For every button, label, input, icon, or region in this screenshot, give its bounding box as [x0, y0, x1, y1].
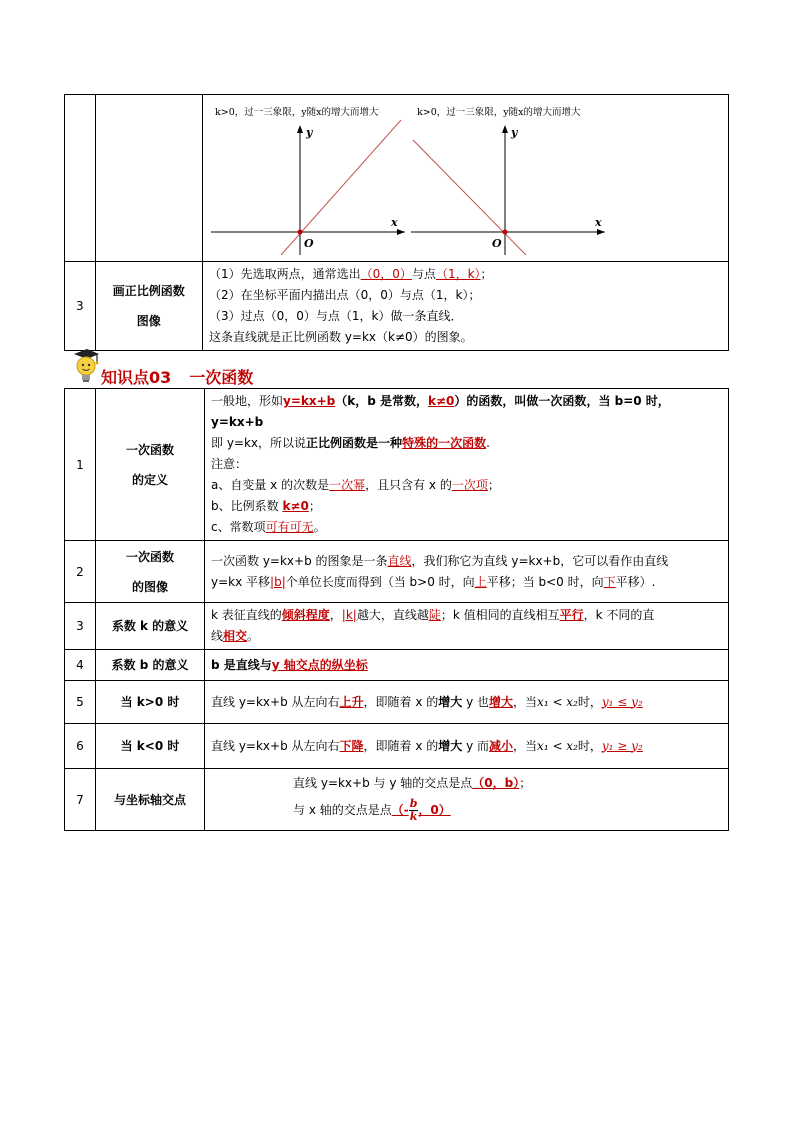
answer-blank: 下: [603, 574, 616, 589]
text: b 是直线与: [211, 657, 272, 672]
left-line-kx: [281, 120, 401, 255]
row-label: [96, 541, 205, 603]
note-b: [211, 496, 722, 517]
k-meaning-line1: [211, 605, 722, 626]
fraction-denominator: k: [409, 810, 418, 823]
note-heading: 注意：: [211, 457, 248, 471]
answer-blank: y 轴交点的纵坐标: [271, 657, 368, 672]
text: c、常数项: [211, 520, 266, 534]
table-row: [65, 262, 729, 351]
text: 一次函数 y=kx+b 的图象是一条: [211, 553, 388, 568]
text: 即 y=kx，所以说: [211, 436, 307, 450]
text: 增大: [438, 738, 463, 753]
row-content: [205, 724, 729, 769]
table-row: [65, 541, 729, 603]
row-label-line2: 的图像: [131, 579, 168, 594]
answer-blank: 一次项: [451, 478, 488, 492]
table-row: [65, 389, 729, 541]
text: b、比例系数: [211, 499, 283, 513]
answer-blank: 倾斜程度: [281, 608, 330, 622]
row-number: 5: [65, 681, 96, 724]
text: 。: [313, 520, 326, 534]
text: 时，: [577, 694, 602, 709]
definition-line1: [211, 391, 722, 433]
linear-function-table: [64, 388, 729, 831]
section-number: 知识点03: [101, 368, 172, 387]
right-origin-dot: [503, 230, 508, 235]
step-1: [209, 264, 722, 285]
text: ）的函数，叫做: [454, 394, 539, 408]
graph-right-caption: k>0，过一三象限，y随x的增大而增大: [417, 107, 581, 118]
row-label: 当 k>0 时: [96, 681, 205, 724]
graph-left: [211, 120, 405, 255]
inequality-y: y₁ ≥ y₂: [601, 738, 643, 753]
graph-left-caption: k>0，过一三象限，y随x的增大而增大: [215, 107, 379, 118]
table-row: [65, 603, 729, 650]
definition-line2: [211, 433, 722, 454]
graph-right: [411, 125, 605, 255]
inequality-x: x₁ < x₂: [537, 694, 578, 709]
text: a、自变量 x 的次数是: [211, 478, 330, 492]
answer-blank: 可有可无: [265, 520, 314, 534]
proportional-function-graphs: [203, 95, 728, 261]
row-number: 3: [65, 262, 96, 351]
text: ，我们称它为直线 y=kx+b，它可以看作由直线: [411, 553, 669, 568]
text: k 表征直线的: [211, 608, 282, 622]
text: ；: [308, 499, 321, 513]
k-meaning-line2: [211, 626, 722, 647]
row-label: 与坐标轴交点: [96, 769, 205, 831]
row-label-line1: 一次函数: [125, 442, 174, 457]
text: y 而: [462, 738, 490, 753]
text: 线: [211, 629, 224, 643]
step-3: （3）过点（0，0）与点（1，k）做一条直线．: [209, 309, 463, 323]
section-name: 一次函数: [189, 368, 254, 387]
lightbulb-graduate-icon: [70, 348, 100, 384]
answer-blank: [391, 797, 451, 823]
text: 越大，直线越: [356, 608, 429, 622]
graph-desc-line2: [211, 572, 722, 593]
text: 正比例函数: [306, 436, 367, 450]
row-label: 系数 k 的意义: [96, 603, 205, 650]
graph-cell: [203, 95, 729, 262]
text: ，当: [513, 738, 538, 753]
right-origin-label: O: [492, 237, 502, 250]
text: ，: [329, 608, 342, 622]
row-number: 3: [65, 603, 96, 650]
text: （-: [391, 803, 409, 817]
note-c: [211, 517, 722, 538]
row-number: 2: [65, 541, 96, 603]
text: 直线 y=kx+b 从左向右: [211, 738, 340, 753]
section-title: [101, 365, 253, 388]
row-content: [205, 681, 729, 724]
summary: 这条直线就是正比例函数 y=kx（k≠0）的图象。: [209, 330, 473, 344]
text: 是一种: [366, 436, 403, 450]
row-content: [205, 603, 729, 650]
row-content: [205, 389, 729, 541]
table-row: [65, 724, 729, 769]
answer-blank: （0，b）: [472, 776, 520, 790]
row-content: [205, 650, 729, 681]
table-row: [65, 769, 729, 831]
table-row: [65, 681, 729, 724]
text: （1）先选取两点，通常选出: [209, 267, 361, 281]
table-row: [65, 650, 729, 681]
top-table: [64, 94, 729, 351]
answer-blank: 上升: [339, 694, 364, 709]
answer-blank: （1，k）: [435, 267, 481, 281]
answer-blank: k≠0: [282, 499, 309, 513]
text: 时，: [577, 738, 602, 753]
right-x-arrow: [597, 229, 605, 235]
left-origin-label: O: [304, 237, 314, 250]
text: ，即随着 x 的: [363, 738, 439, 753]
right-line-kx: [413, 140, 526, 255]
graph-desc-line1: [211, 551, 722, 572]
row-content: [205, 541, 729, 603]
fraction-b-over-k: [409, 798, 419, 823]
answer-blank: 减小: [489, 738, 514, 753]
text: ；: [519, 776, 532, 790]
answer-blank: 一次幂: [329, 478, 366, 492]
note-a: [211, 475, 722, 496]
row-label: [96, 389, 205, 541]
text: 平移）.: [615, 574, 656, 589]
inequality-x: x₁ < x₂: [537, 738, 578, 753]
right-axis-y-label: y: [511, 126, 518, 139]
row-label-line1: 画正比例函数: [112, 284, 185, 298]
text: 直线 y=kx+b 从左向右: [211, 694, 340, 709]
graph-row-num: [65, 95, 96, 262]
text: y=kx 平移: [211, 574, 271, 589]
left-origin-dot: [298, 230, 303, 235]
text: 与点: [411, 267, 436, 281]
text: ，且只含有 x 的: [365, 478, 452, 492]
row-label-line2: 的定义: [131, 472, 168, 487]
row-label-line2: 图像: [136, 314, 161, 328]
row-number: 1: [65, 389, 96, 541]
row-label: 当 k<0 时: [96, 724, 205, 769]
answer-blank: 陡: [428, 608, 441, 622]
row-content: [203, 262, 729, 351]
answer-blank: |k|: [341, 608, 357, 622]
answer-blank: 直线: [387, 553, 412, 568]
row-label-line1: 一次函数: [125, 549, 174, 564]
answer-blank: |b|: [270, 574, 286, 589]
text: ，当: [513, 694, 538, 709]
right-axis-x-label: x: [595, 216, 602, 229]
text: ，0）: [418, 803, 451, 817]
answer-blank: 增大: [489, 694, 514, 709]
x-intercept-line: [293, 794, 722, 826]
text: ，即随着 x 的: [363, 694, 439, 709]
text: 与 x 轴的交点是点: [293, 803, 392, 817]
right-y-arrow: [502, 125, 508, 133]
text: .: [486, 436, 490, 450]
row-number: 6: [65, 724, 96, 769]
row-label: [95, 262, 202, 351]
answer-blank: （0，0）: [360, 267, 412, 281]
text: 增大: [438, 694, 463, 709]
text: ；k 值相同的直线相互: [440, 608, 560, 622]
text: y 也: [462, 694, 490, 709]
left-y-arrow: [297, 125, 303, 133]
section-heading: [70, 348, 370, 387]
answer-blank: 下降: [339, 738, 364, 753]
text: ，当 b=0 时，y=kx+b: [211, 394, 670, 429]
answer-blank: 相交: [223, 629, 248, 643]
answer-blank: 上: [474, 574, 487, 589]
text: ；: [480, 267, 493, 281]
answer-blank: 特殊的一次函数: [402, 436, 487, 450]
left-axis-y-label: y: [306, 126, 313, 139]
row-label: 系数 b 的意义: [96, 650, 205, 681]
row-number: 7: [65, 769, 96, 831]
left-x-arrow: [397, 229, 405, 235]
text: ；: [487, 478, 500, 492]
step-2: （2）在坐标平面内描出点（0，0）与点（1，k）；: [209, 288, 481, 302]
answer-blank: k≠0: [428, 394, 455, 408]
answer-blank: 平行: [559, 608, 584, 622]
text: 平移；当 b<0 时，向: [486, 574, 604, 589]
answer-blank: y=kx+b: [283, 394, 336, 408]
fraction-numerator: b: [409, 797, 418, 810]
text: 一般地，形如: [211, 394, 284, 408]
graph-row: [65, 95, 729, 262]
graph-row-label: [95, 95, 202, 262]
left-axis-x-label: x: [391, 216, 398, 229]
text: 一次函数: [538, 394, 587, 408]
text: 直线 y=kx+b 与 y 轴的交点是点: [293, 776, 473, 790]
text: （k，b 是常数，: [335, 394, 429, 408]
row-number: 4: [65, 650, 96, 681]
y-intercept-line: [293, 773, 722, 794]
text: ，k 不同的直: [583, 608, 655, 622]
row-content: [205, 769, 729, 831]
text: 。: [247, 629, 260, 643]
text: 个单位长度而得到（当 b>0 时，向: [285, 574, 475, 589]
inequality-y: y₁ ≤ y₂: [601, 694, 643, 709]
